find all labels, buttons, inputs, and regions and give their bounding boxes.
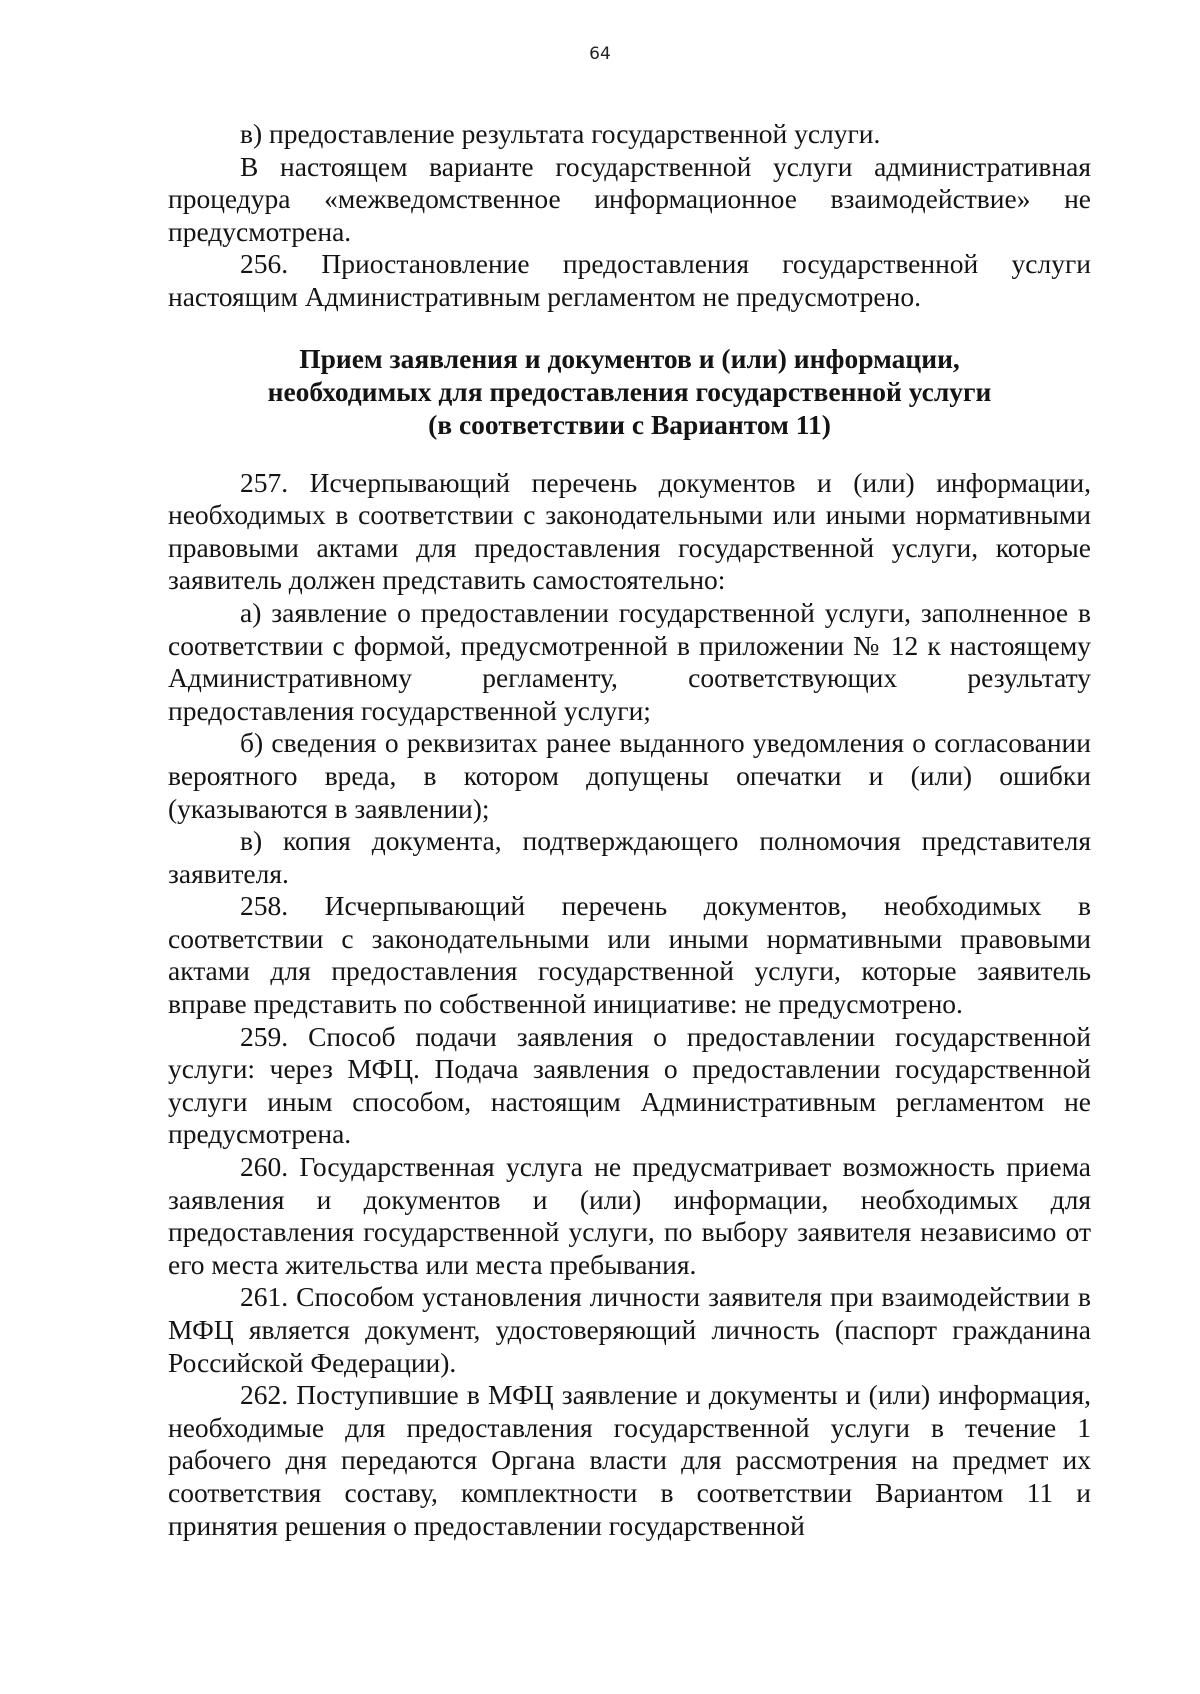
paragraph: 258. Исчерпывающий перечень документов, необходимых в соответствии с законодательными или иными нормативными правовыми актами для предоставления государственной услуги, которые заявитель вправе представить по собственной инициативе: не предусмотрено. — [168, 890, 1091, 1020]
section-heading-line: (в соответствии с Вариантом 11) — [428, 408, 831, 440]
paragraph: 262. Поступившие в МФЦ заявление и документы и (или) информация, необходимые для предоставления государственной услуги в течение 1 рабочего дня передаются Органа власти для рассмотрения на предмет их соответствия составу, комплектности в соответствии Вариантом 11 и принятия решения о предоставлении государственной — [168, 1379, 1091, 1541]
paragraph: В настоящем варианте государственной услуги административная процедура «межведомственное информационное взаимодействие» не предусмотрена. — [168, 150, 1091, 247]
section-heading-line: необходимых для предоставления государственной услуги — [267, 375, 992, 407]
paragraph: 261. Способом установления личности заявителя при взаимодействии в МФЦ является документ, удостоверяющий личность (паспорт гражданина Российской Федерации). — [168, 1281, 1091, 1378]
paragraph: в) предоставление результата государственной услуги. — [240, 118, 881, 149]
page-number: 64 — [589, 44, 611, 64]
paragraph: 257. Исчерпывающий перечень документов и (или) информации, необходимых в соответствии с законодательными или иными нормативными правовыми актами для предоставления государственной услуги, которые заявитель должен представить самостоятельно: — [168, 466, 1091, 596]
paragraph: в) копия документа, подтверждающего полномочия представителя заявителя. — [168, 825, 1091, 889]
paragraph: а) заявление о предоставлении государственной услуги, заполненное в соответствии с формой, предусмотренной в приложении № 12 к настоящему Административному регламенту, соответствующих результату предоставления государственной услуги; — [168, 596, 1091, 726]
document-body — [168, 118, 1091, 1542]
section-heading — [168, 342, 1091, 441]
paragraph: 260. Государственная услуга не предусматривает возможность приема заявления и документов и (или) информации, необходимых для предоставления государственной услуги, по выбору заявителя независимо от его места жительства или места пребывания. — [168, 1151, 1091, 1280]
section-heading-line: Прием заявления и документов и (или) информации, — [299, 342, 960, 374]
paragraph: 259. Способ подачи заявления о предоставлении государственной услуги: через МФЦ. Подача заявления о предоставлении государственной услуги иным способом, настоящим Административным регламентом не предусмотрена. — [168, 1020, 1091, 1150]
paragraph: 256. Приостановление предоставления государственной услуги настоящим Административным регламентом не предусмотрено. — [168, 248, 1091, 312]
paragraph: б) сведения о реквизитах ранее выданного уведомления о согласовании вероятного вреда, в котором допущены опечатки и (или) ошибки (указываются в заявлении); — [168, 727, 1091, 824]
